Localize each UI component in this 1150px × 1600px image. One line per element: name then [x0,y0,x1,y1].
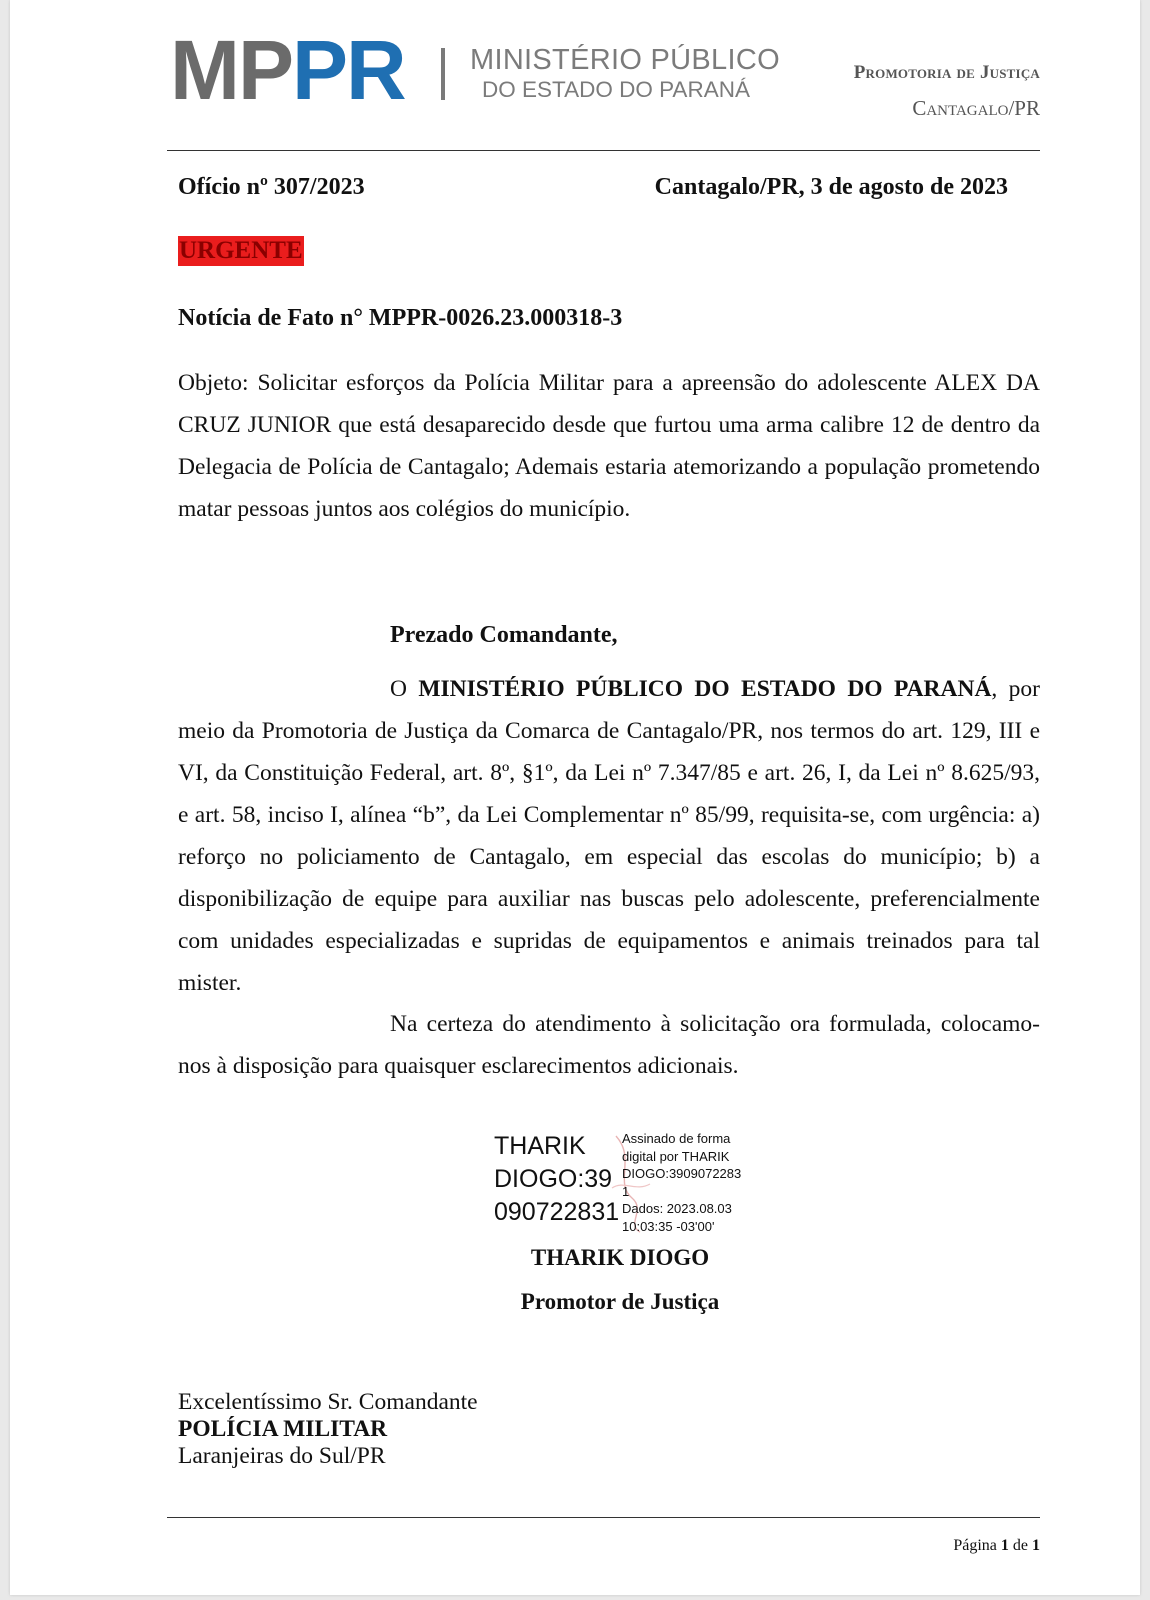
recipient-title: Excelentíssimo Sr. Comandante [178,1389,478,1415]
oficio-number: Ofício nº 307/2023 [178,174,365,200]
logo-title-line1: MINISTÉRIO PÚBLICO [470,44,780,76]
salutation: Prezado Comandante, [390,622,618,648]
digital-signature-details [622,1130,741,1235]
signer-name: THARIK DIOGO [530,1245,710,1270]
logo-divider [441,48,445,100]
sig-name-line: THARIK [494,1132,586,1160]
recipient-organization: POLÍCIA MILITAR [178,1416,388,1442]
recipient-location: Laranjeiras do Sul/PR [178,1443,386,1469]
sig-detail-line: digital por THARIK [622,1148,730,1164]
sig-name-line: DIOGO:39 [494,1165,613,1193]
body-text: , por meio da Promotoria de Justiça da Comarca de Cantagalo/PR, nos termos do art. 129, III e VI, da Constituição Federal, art. 8º, §1º, da Lei nº 7.347/85 e art. 26, I, da Lei nº 8.625/93, e art. 58, inciso I, alínea “b”, da Lei Complementar nº 85/99, requisita-se, com urgência: a) reforço no policiamento de Cantagalo, em especial das escolas do município; b) a disponibilização de equipe para auxiliar nas buscas pelo adolescente, preferencialmente com unidades especializadas e supridas de equipamentos e animais treinados para tal mister. [178,676,1040,996]
closing-paragraph: Na certeza do atendimento à solicitação ora formulada, colocamo-nos à disposição para quaisquer esclarecimentos adicionais. [178,1011,1040,1079]
page-total: 1 [1032,1537,1040,1554]
sig-detail-line: 10:03:35 -03'00' [622,1218,715,1234]
unit-city: Cantagalo/PR [912,96,1040,120]
urgent-badge: URGENTE [179,237,303,264]
mppr-logo [170,23,405,117]
page-of: de [1012,1537,1028,1554]
logo-letters-blue: PR [292,23,405,117]
page-number [953,1537,1040,1555]
document-date: Cantagalo/PR, 3 de agosto de 2023 [654,174,1008,200]
page-current: 1 [1000,1537,1009,1554]
footer-rule [167,1517,1040,1518]
sig-detail-line: DIOGO:3909072283 [622,1166,742,1181]
objeto-paragraph: Objeto: Solicitar esforços da Polícia Militar para a apreensão do adolescente ALEX DA CRUZ JUNIOR que está desaparecido desde que furtou uma arma calibre 12 de dentro da Delegacia de Polícia de Cantagalo; Ademais estaria atemorizando a população prometendo matar pessoas juntos aos colégios do município. [178,370,1040,522]
logo-title-line2: DO ESTADO DO PARANÁ [482,77,750,102]
body-paragraph [178,668,1040,1004]
body-institution: MINISTÉRIO PÚBLICO DO ESTADO DO PARANÁ [418,676,992,702]
sig-detail-line: Assinado de forma [622,1131,731,1146]
sig-detail-line: Dados: 2023.08.03 [622,1201,732,1216]
document-page [10,0,1140,1595]
body-prefix: O [390,676,419,702]
unit-name: Promotoria de Justiça [853,62,1040,83]
page-word: Página [953,1537,997,1554]
digital-signature-name [494,1130,619,1229]
sig-name-line: 090722831 [494,1198,620,1226]
signer-role: Promotor de Justiça [520,1289,720,1314]
logo-letters-gray: MP [170,23,292,117]
sig-detail-line: 1 [622,1183,630,1199]
noticia-de-fato: Notícia de Fato n° MPPR-0026.23.000318-3 [178,305,623,331]
header-rule [167,150,1040,151]
